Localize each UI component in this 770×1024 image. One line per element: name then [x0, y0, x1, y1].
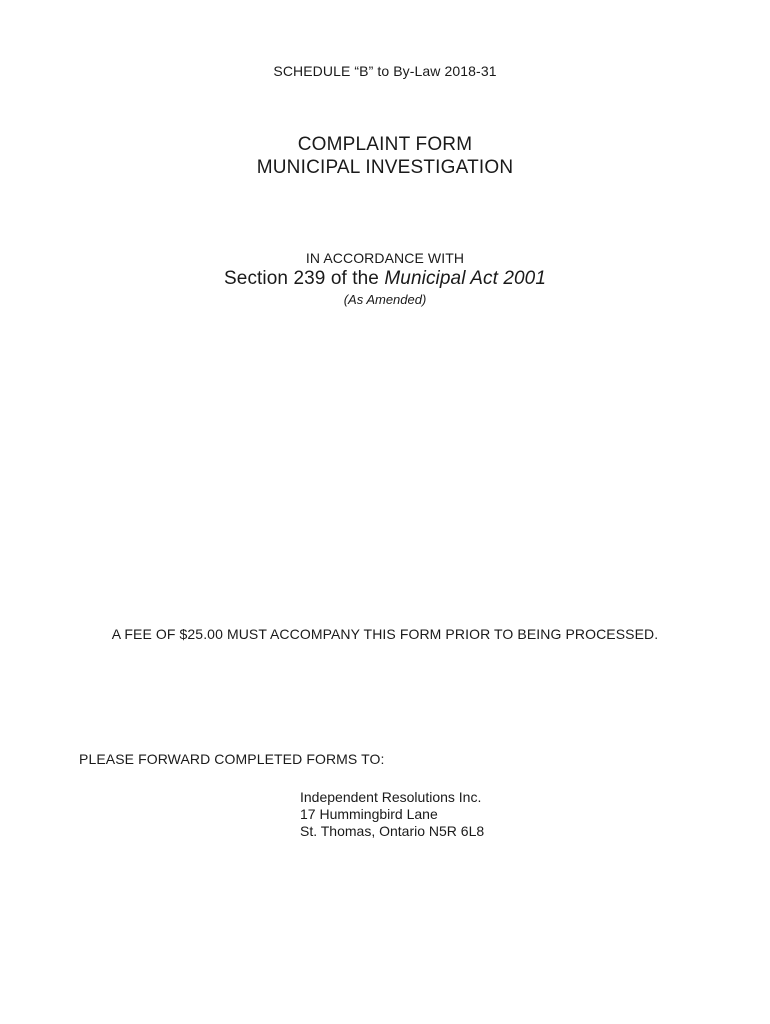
- fee-notice: A FEE OF $25.00 MUST ACCOMPANY THIS FORM PRIOR TO BEING PROCESSED.: [111, 626, 659, 642]
- section-reference: [0, 268, 770, 290]
- schedule-heading: SCHEDULE “B” to By-Law 2018-31: [273, 63, 497, 79]
- amended-note: (As Amended): [343, 292, 427, 307]
- forward-label: PLEASE FORWARD COMPLETED FORMS TO:: [79, 751, 385, 767]
- form-title: COMPLAINT FORM: [297, 134, 473, 155]
- section-prefix: Section 239 of the: [224, 268, 385, 289]
- address-city: St. Thomas, Ontario N5R 6L8: [300, 823, 485, 839]
- form-subtitle: MUNICIPAL INVESTIGATION: [256, 157, 514, 178]
- address-street: 17 Hummingbird Lane: [300, 806, 438, 822]
- accordance-intro: IN ACCORDANCE WITH: [305, 250, 465, 266]
- mailing-address: [300, 789, 484, 840]
- act-name: Municipal Act 2001: [384, 268, 546, 289]
- address-name: Independent Resolutions Inc.: [300, 789, 482, 805]
